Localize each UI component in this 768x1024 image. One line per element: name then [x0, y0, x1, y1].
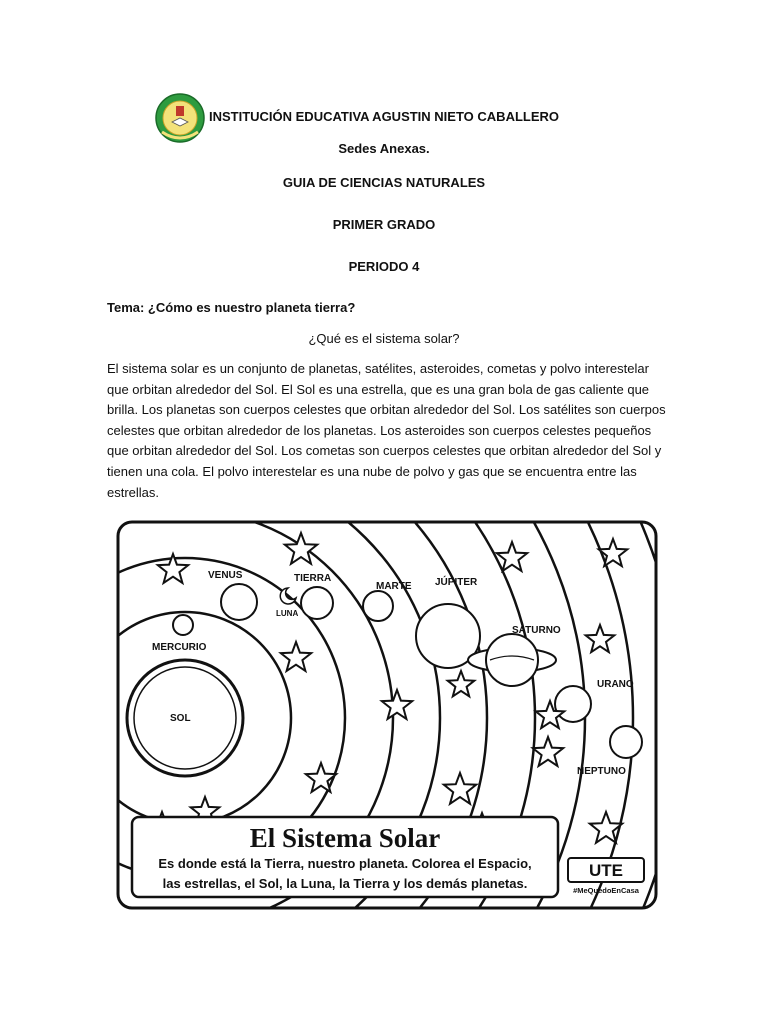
- topic-heading: Tema: ¿Cómo es nuestro planeta tierra?: [107, 300, 356, 315]
- mars: [363, 591, 393, 621]
- sun-label: SOL: [170, 713, 191, 724]
- neptune-label: NEPTUNO: [577, 766, 626, 777]
- saturn-label: SATURNO: [512, 625, 561, 636]
- star-icon: [444, 773, 476, 804]
- mars-label: MARTE: [376, 581, 412, 592]
- guide-title: GUIA DE CIENCIAS NATURALES: [282, 175, 486, 190]
- earth-label: TIERRA: [294, 573, 332, 584]
- banner-title: El Sistema Solar: [249, 823, 441, 853]
- saturn: [486, 634, 538, 686]
- jupiter-label: JÚPITER: [435, 577, 478, 588]
- period-title: PERIODO 4: [348, 259, 420, 274]
- uranus: [555, 686, 591, 722]
- sedes-subtitle: Sedes Anexas.: [338, 141, 430, 156]
- banner-line-2: las estrellas, el Sol, la Luna, la Tierra y los demás planetas.: [162, 876, 528, 891]
- venus: [221, 584, 257, 620]
- star-icon: [382, 690, 412, 719]
- neptune: [610, 726, 642, 758]
- solar-system-illustration: [110, 518, 662, 914]
- institution-title: INSTITUCIÓN EDUCATIVA AGUSTIN NIETO CABALLERO: [208, 109, 560, 124]
- earth: [301, 587, 333, 619]
- question-heading: ¿Qué es el sistema solar?: [308, 331, 460, 346]
- mercury: [173, 615, 193, 635]
- star-icon: [586, 625, 615, 652]
- banner-line-1: Es donde está la Tierra, nuestro planeta. Colorea el Espacio,: [158, 856, 532, 871]
- star-icon: [599, 539, 628, 566]
- venus-label: VENUS: [208, 570, 243, 581]
- grade-title: PRIMER GRADO: [332, 217, 436, 232]
- star-icon: [533, 737, 563, 766]
- moon-label: LUNA: [276, 609, 299, 618]
- hashtag-label: #MeQuedoEnCasa: [573, 886, 639, 895]
- uranus-label: URANO: [597, 679, 634, 690]
- star-icon: [281, 642, 311, 671]
- brand-logo: UTE: [589, 861, 623, 880]
- star-icon: [306, 763, 336, 792]
- body-paragraph: El sistema solar es un conjunto de planetas, satélites, asteroides, cometas y polvo interestelar que orbitan alrededor del Sol. El Sol es una estrella, que es una gran bola de gas caliente que brilla. Los planetas son cuerpos celestes que orbitan alrededor del Sol. Los satélites son cuerpos celestes que orbitan alrededor de los planetas. Los asteroides son cuerpos celestes pequeños que orbitan alrededor del Sol. Los cometas son cuerpos celestes que orbitan alrededor del Sol y tienen una cola. El polvo interestelar es una nube de polvo y gas que se encuentra entre las estrellas.: [107, 361, 666, 500]
- mercury-label: MERCURIO: [152, 642, 207, 653]
- star-icon: [448, 671, 475, 696]
